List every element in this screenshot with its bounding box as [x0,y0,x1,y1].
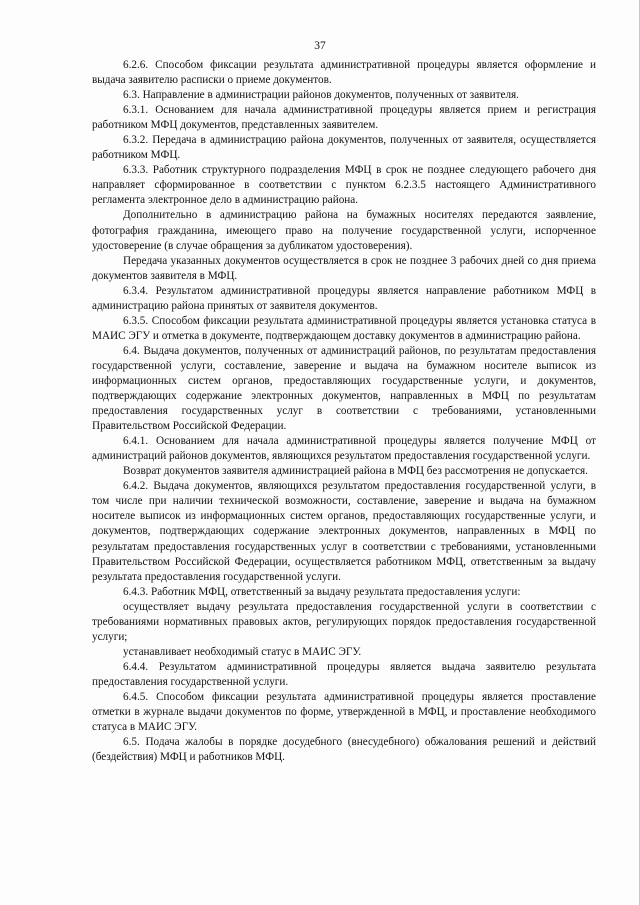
paragraph-6-4-5: 6.4.5. Способом фиксации результата административной процедуры является проставление отметки в журнале выдачи документов по форме, утвержденной в МФЦ, и проставление необходимого статуса в МАИС ЭГУ. [92,690,596,734]
paragraph-6-4-2: 6.4.2. Выдача документов, являющихся результатом предоставления государственной услуги, в том числе при наличии технической возможности, составление, заверение и выдача на бумажном носителе выписок из информационных систем органов, предоставляющих государственные услуги, и документов, подтверждающих содержание электронных документов, направленных в МФЦ по результатам предоставления государственных услуг в соответствии с требованиями, установленными Правительством Российской Федерации, осуществляется работником МФЦ, ответственным за выдачу результата предоставления государственной услуги. [92,480,596,583]
document-body [92,58,596,765]
paragraph-6-4-3: 6.4.3. Работник МФЦ, ответственный за выдачу результата предоставления услуги: [123,585,521,598]
paragraph-6-3-3-additional: Дополнительно в администрацию района на бумажных носителях передаются заявление, фотография гражданина, имеющего право на получение государственной услуги, испорченное удостоверение (в случае обращения за дубликатом удостоверения). [92,209,596,252]
paragraph-6-4-4: 6.4.4. Результатом административной процедуры является выдача заявителю результата предоставления государственной услуги. [92,660,596,688]
paragraph-6-2-6: 6.2.6. Способом фиксации результата административной процедуры является оформление и выдача заявителю расписки о приеме документов. [92,59,596,87]
page-number: 37 [314,40,326,52]
paragraph-6-3: 6.3. Направление в администрации районов документов, полученных от заявителя. [123,89,519,102]
paragraph-6-5: 6.5. Подача жалобы в порядке досудебного (внесудебного) обжалования решений и действий (бездействия) МФЦ и работников МФЦ. [92,736,596,764]
paragraph-6-4-1-return: Возврат документов заявителя администрацией района в МФЦ без рассмотрения не допускается. [123,465,588,478]
paragraph-6-3-1: 6.3.1. Основанием для начала административной процедуры является прием и регистрация работником МФЦ документов, представленных заявителем. [92,104,596,132]
paragraph-6-3-4: 6.3.4. Результатом административной процедуры является направление работником МФЦ в администрацию района принятых от заявителя документов. [92,284,596,312]
paragraph-6-4-3-issue: осуществляет выдачу результата предоставления государственной услуги в соответствии с требованиями нормативных правовых актов, регулирующих порядок предоставления государственной услуги; [92,600,596,643]
paragraph-6-4-1: 6.4.1. Основанием для начала административной процедуры является получение МФЦ от администраций районов документов, являющихся результатом предоставления государственной услуги. [92,435,596,463]
paragraph-6-3-2: 6.3.2. Передача в администрацию района документов, полученных от заявителя, осуществляется работником МФЦ. [92,134,596,162]
paragraph-6-4: 6.4. Выдача документов, полученных от администраций районов, по результатам предоставления государственной услуги, составление, заверение и выдача на бумажном носителе выписок из информационных систем органов, предоставляющих государственные услуги, и документов, подтверждающих содержание электронных документов, направленных в МФЦ по результатам предоставления государственных услуг в соответствии с требованиями, установленными Правительством Российской Федерации. [92,344,596,433]
paragraph-6-3-5: 6.3.5. Способом фиксации результата административной процедуры является установка статуса в МАИС ЭГУ и отметка в документе, подтверждающем доставку документов в администрацию района. [92,314,596,342]
paragraph-6-4-3-status: устанавливает необходимый статус в МАИС ЭГУ. [123,645,362,658]
paragraph-6-3-3: 6.3.3. Работник структурного подразделения МФЦ в срок не позднее следующего рабочего дня направляет сформированное в соответствии с пунктом 6.2.3.5 настоящего Административного регламента электронное дело в администрацию района. [92,164,596,207]
paragraph-6-3-3-deadline: Передача указанных документов осуществляется в срок не позднее 3 рабочих дней со дня приема документов заявителя в МФЦ. [92,254,596,282]
